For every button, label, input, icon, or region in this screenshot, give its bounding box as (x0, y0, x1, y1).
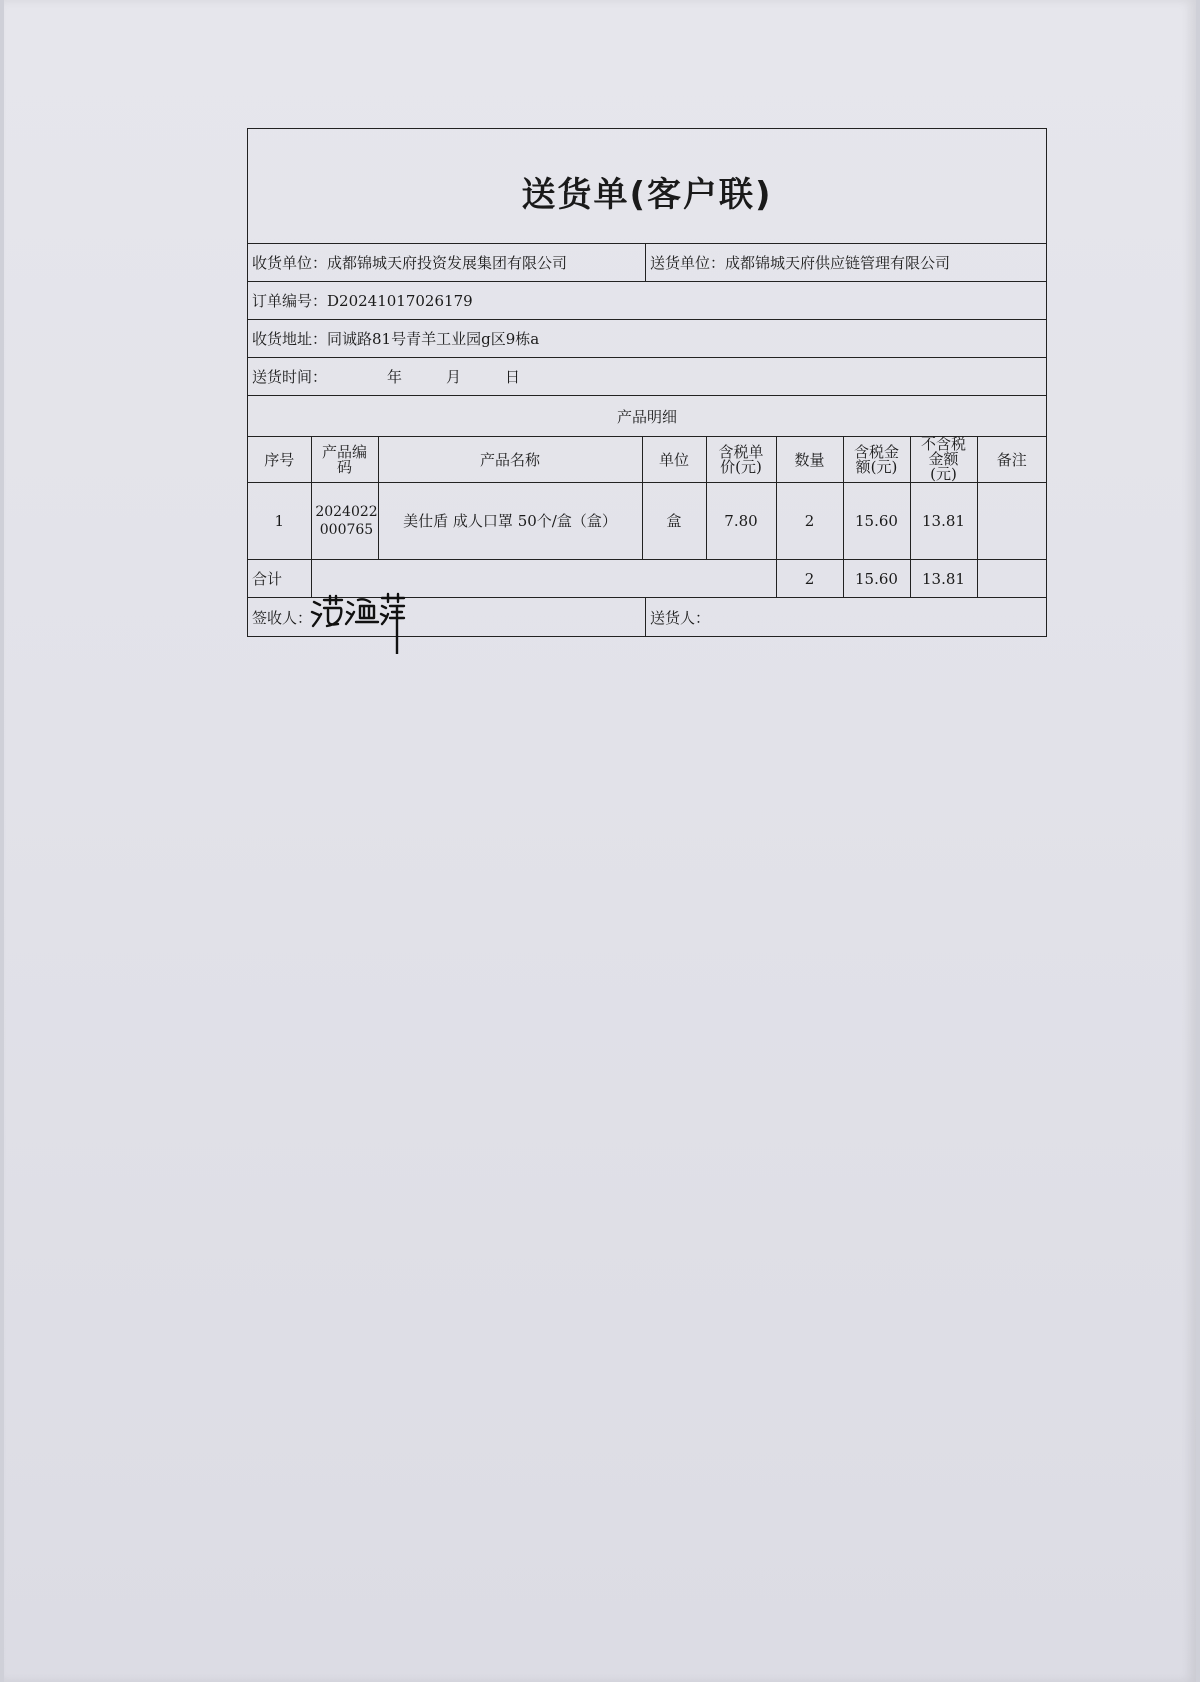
table-row (248, 483, 1046, 560)
document-title: 送货单(客户联) (521, 174, 773, 215)
header-quantity: 数量 (776, 437, 843, 483)
section-title: 产品明细 (616, 407, 677, 426)
cell-amount-tax: 15.60 (843, 483, 910, 560)
cell-index: 1 (248, 483, 311, 560)
title-row (248, 129, 1046, 244)
sender-value: 成都锦城天府供应链管理有限公司 (725, 254, 951, 272)
cell-note (977, 483, 1046, 560)
receiver-label: 收货单位： (252, 254, 328, 272)
header-amount-tax: 含税金额(元) (843, 437, 910, 483)
total-note (977, 560, 1046, 598)
header-unit-price: 含税单价(元) (706, 437, 776, 483)
cell-unit: 盒 (642, 483, 706, 560)
time-month: 月 (446, 368, 462, 386)
cell-code: 2024022000765 (311, 483, 378, 560)
signer-label: 签收人： (252, 608, 313, 627)
time-year: 年 (387, 368, 403, 386)
receiver-cell (248, 244, 646, 281)
address-label: 收货地址： (252, 330, 328, 348)
delivery-note-form (247, 128, 1047, 637)
section-heading (248, 396, 1046, 437)
cell-amount-notax: 13.81 (910, 483, 977, 560)
time-day: 日 (505, 368, 521, 386)
total-label: 合计 (248, 560, 311, 598)
signer-cell (248, 598, 646, 636)
header-code: 产品编码 (311, 437, 378, 483)
header-note: 备注 (977, 437, 1046, 483)
order-row (248, 282, 1046, 320)
address-row (248, 320, 1046, 358)
sender-cell (646, 244, 950, 281)
signature-row (248, 598, 1046, 636)
parties-row (248, 244, 1046, 282)
total-quantity: 2 (776, 560, 843, 598)
table-header-row (248, 437, 1046, 483)
paper-sheet (4, 0, 1196, 1682)
handwritten-signature (310, 592, 410, 654)
order-label: 订单编号： (252, 292, 328, 310)
header-name: 产品名称 (378, 437, 642, 483)
deliverer-label: 送货人： (650, 608, 711, 627)
sender-label: 送货单位： (650, 254, 726, 272)
cell-name: 美仕盾 成人口罩 50个/盒（盒） (378, 483, 642, 560)
delivery-time-label: 送货时间： (252, 368, 328, 386)
product-table (248, 437, 1046, 598)
deliverer-cell (646, 598, 710, 636)
cell-quantity: 2 (776, 483, 843, 560)
address-value: 同诚路81号青羊工业园g区9栋a (327, 330, 540, 348)
header-amount-notax: 不含税金额(元) (910, 437, 977, 483)
header-index: 序号 (248, 437, 311, 483)
cell-unit-price: 7.80 (706, 483, 776, 560)
header-unit: 单位 (642, 437, 706, 483)
total-amount-tax: 15.60 (843, 560, 910, 598)
order-number: D20241017026179 (327, 291, 473, 310)
total-amount-notax: 13.81 (910, 560, 977, 598)
receiver-value: 成都锦城天府投资发展集团有限公司 (327, 254, 568, 272)
delivery-time-row (248, 358, 1046, 396)
